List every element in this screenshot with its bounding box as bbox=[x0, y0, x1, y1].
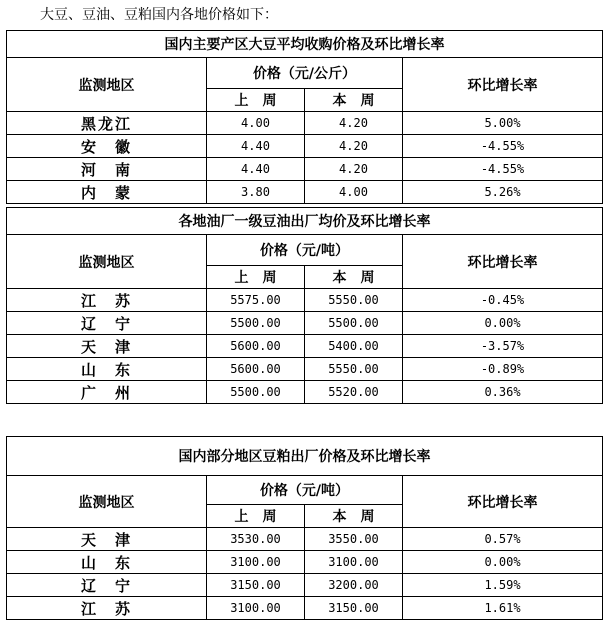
region-cell: 广 州 bbox=[7, 381, 207, 404]
last-week-cell: 5600.00 bbox=[207, 358, 305, 381]
last-week-cell: 3.80 bbox=[207, 181, 305, 204]
table-row bbox=[7, 112, 603, 135]
change-cell: -3.57% bbox=[403, 335, 603, 358]
last-week-cell: 3100.00 bbox=[207, 551, 305, 574]
region-cell: 安 徽 bbox=[7, 135, 207, 158]
price-header: 价格（元/公斤） bbox=[207, 58, 403, 89]
this-week-header: 本 周 bbox=[305, 505, 403, 528]
change-cell: -0.45% bbox=[403, 289, 603, 312]
table-row bbox=[7, 289, 603, 312]
this-week-header: 本 周 bbox=[305, 266, 403, 289]
table-title: 国内部分地区豆粕出厂价格及环比增长率 bbox=[7, 437, 603, 476]
change-cell: 5.26% bbox=[403, 181, 603, 204]
change-cell: 0.00% bbox=[403, 551, 603, 574]
region-cell: 黑龙江 bbox=[7, 112, 207, 135]
change-cell: 0.57% bbox=[403, 528, 603, 551]
this-week-cell: 3100.00 bbox=[305, 551, 403, 574]
table-row bbox=[7, 551, 603, 574]
last-week-cell: 5500.00 bbox=[207, 381, 305, 404]
change-cell: 1.61% bbox=[403, 597, 603, 620]
this-week-header: 本 周 bbox=[305, 89, 403, 112]
region-header: 监测地区 bbox=[7, 476, 207, 528]
soybean-oil-price-table bbox=[6, 207, 603, 404]
last-week-cell: 3530.00 bbox=[207, 528, 305, 551]
table-row bbox=[7, 381, 603, 404]
region-cell: 辽 宁 bbox=[7, 312, 207, 335]
table-row bbox=[7, 528, 603, 551]
change-header: 环比增长率 bbox=[403, 58, 603, 112]
region-cell: 天 津 bbox=[7, 335, 207, 358]
change-cell: -4.55% bbox=[403, 135, 603, 158]
change-header: 环比增长率 bbox=[403, 235, 603, 289]
region-cell: 山 东 bbox=[7, 358, 207, 381]
this-week-cell: 5500.00 bbox=[305, 312, 403, 335]
region-cell: 辽 宁 bbox=[7, 574, 207, 597]
table-title: 国内主要产区大豆平均收购价格及环比增长率 bbox=[7, 31, 603, 58]
region-header: 监测地区 bbox=[7, 58, 207, 112]
this-week-cell: 3550.00 bbox=[305, 528, 403, 551]
this-week-cell: 5550.00 bbox=[305, 289, 403, 312]
region-cell: 内 蒙 bbox=[7, 181, 207, 204]
table-title: 各地油厂一级豆油出厂均价及环比增长率 bbox=[7, 208, 603, 235]
table-row bbox=[7, 135, 603, 158]
price-header: 价格（元/吨） bbox=[207, 476, 403, 505]
last-week-cell: 4.40 bbox=[207, 135, 305, 158]
region-cell: 江 苏 bbox=[7, 597, 207, 620]
region-cell: 江 苏 bbox=[7, 289, 207, 312]
table-row bbox=[7, 158, 603, 181]
change-cell: 1.59% bbox=[403, 574, 603, 597]
table-row bbox=[7, 358, 603, 381]
change-cell: 0.00% bbox=[403, 312, 603, 335]
this-week-cell: 4.20 bbox=[305, 158, 403, 181]
soybean-price-table bbox=[6, 30, 603, 204]
last-week-header: 上 周 bbox=[207, 89, 305, 112]
last-week-cell: 3100.00 bbox=[207, 597, 305, 620]
this-week-cell: 5400.00 bbox=[305, 335, 403, 358]
region-cell: 山 东 bbox=[7, 551, 207, 574]
price-header: 价格（元/吨） bbox=[207, 235, 403, 266]
table-row bbox=[7, 574, 603, 597]
this-week-cell: 3200.00 bbox=[305, 574, 403, 597]
region-cell: 河 南 bbox=[7, 158, 207, 181]
change-header: 环比增长率 bbox=[403, 476, 603, 528]
table-row bbox=[7, 181, 603, 204]
change-cell: -0.89% bbox=[403, 358, 603, 381]
last-week-cell: 5500.00 bbox=[207, 312, 305, 335]
last-week-header: 上 周 bbox=[207, 266, 305, 289]
table-row bbox=[7, 335, 603, 358]
change-cell: 0.36% bbox=[403, 381, 603, 404]
table-row bbox=[7, 597, 603, 620]
last-week-cell: 4.40 bbox=[207, 158, 305, 181]
this-week-cell: 3150.00 bbox=[305, 597, 403, 620]
table-row bbox=[7, 312, 603, 335]
this-week-cell: 5520.00 bbox=[305, 381, 403, 404]
region-header: 监测地区 bbox=[7, 235, 207, 289]
change-cell: -4.55% bbox=[403, 158, 603, 181]
last-week-cell: 3150.00 bbox=[207, 574, 305, 597]
soybean-meal-price-table bbox=[6, 436, 603, 620]
region-cell: 天 津 bbox=[7, 528, 207, 551]
last-week-cell: 5600.00 bbox=[207, 335, 305, 358]
this-week-cell: 4.20 bbox=[305, 112, 403, 135]
change-cell: 5.00% bbox=[403, 112, 603, 135]
last-week-cell: 4.00 bbox=[207, 112, 305, 135]
last-week-cell: 5575.00 bbox=[207, 289, 305, 312]
last-week-header: 上 周 bbox=[207, 505, 305, 528]
this-week-cell: 4.00 bbox=[305, 181, 403, 204]
this-week-cell: 5550.00 bbox=[305, 358, 403, 381]
this-week-cell: 4.20 bbox=[305, 135, 403, 158]
intro-text: 大豆、豆油、豆粕国内各地价格如下： bbox=[40, 7, 278, 23]
